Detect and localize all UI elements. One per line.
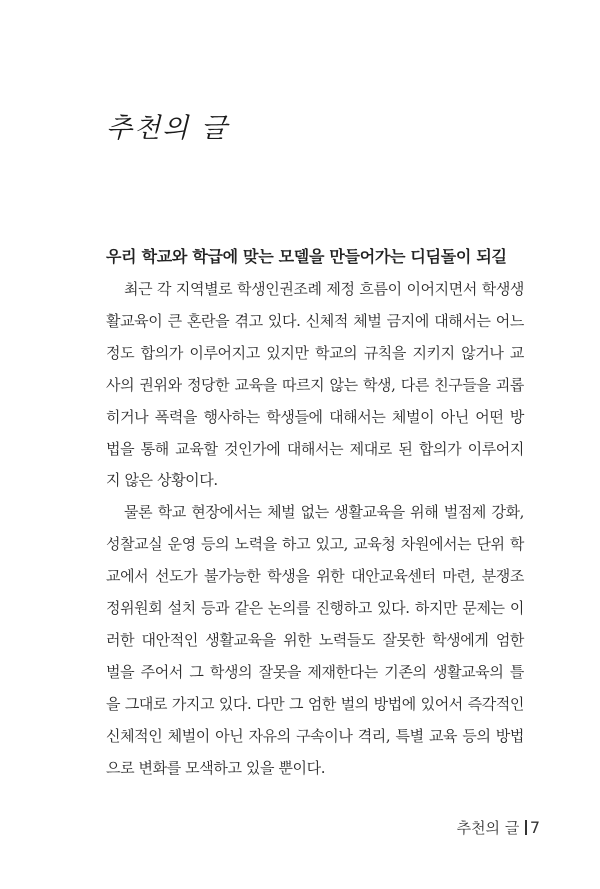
text-line: 활교육이 큰 혼란을 겪고 있다. 신체적 체벌 금지에 대해서는 어느 xyxy=(106,311,524,330)
paragraph xyxy=(88,497,524,784)
running-title: 추천의 글 xyxy=(456,819,520,837)
section-heading: 우리 학교와 학급에 맞는 모델을 만들어가는 디딤돌이 되길 xyxy=(106,247,507,266)
text-line: 히거나 폭력을 행사하는 학생들에 대해서는 체벌이 아닌 어떤 방 xyxy=(106,407,524,426)
text-line: 정도 합의가 이루어지고 있지만 학교의 규칙을 지키지 않거나 교 xyxy=(106,343,524,362)
text-line: 러한 대안적인 생활교육을 위한 노력들도 잘못한 학생에게 엄한 xyxy=(106,630,524,649)
text-line: 으로 변화를 모색하고 있을 뿐이다. xyxy=(106,758,326,777)
text-line: 성찰교실 운영 등의 노력을 하고 있고, 교육청 차원에서는 단위 학 xyxy=(106,535,524,554)
page-number: 7 xyxy=(529,818,540,837)
text-line: 교에서 선도가 불가능한 학생을 위한 대안교육센터 마련, 분쟁조 xyxy=(106,567,524,586)
paragraph xyxy=(88,274,524,497)
footer-divider xyxy=(525,820,527,835)
text-line: 물론 학교 현장에서는 체벌 없는 생활교육을 위해 벌점제 강화, xyxy=(124,503,524,522)
chapter-title: 추천의 글 xyxy=(106,113,229,144)
text-line: 신체적인 체벌이 아닌 자유의 구속이나 격리, 특별 교육 등의 방법 xyxy=(106,726,524,745)
text-line: 사의 권위와 정당한 교육을 따르지 않는 학생, 다른 친구들을 괴롭 xyxy=(106,375,524,394)
text-line: 최근 각 지역별로 학생인권조례 제정 흐름이 이어지면서 학생생 xyxy=(124,280,524,298)
text-line: 법을 통해 교육할 것인가에 대해서는 제대로 된 합의가 이루어지 xyxy=(106,439,524,458)
text-line: 지 않은 상황이다. xyxy=(106,471,218,490)
body-text xyxy=(88,274,524,785)
text-line: 을 그대로 가지고 있다. 다만 그 엄한 벌의 방법에 있어서 즉각적인 xyxy=(106,694,524,713)
text-line: 정위원회 설치 등과 같은 논의를 진행하고 있다. 하지만 문제는 이 xyxy=(106,599,524,618)
page-footer xyxy=(457,817,540,838)
text-line: 벌을 주어서 그 학생의 잘못을 제재한다는 기존의 생활교육의 틀 xyxy=(106,662,524,681)
